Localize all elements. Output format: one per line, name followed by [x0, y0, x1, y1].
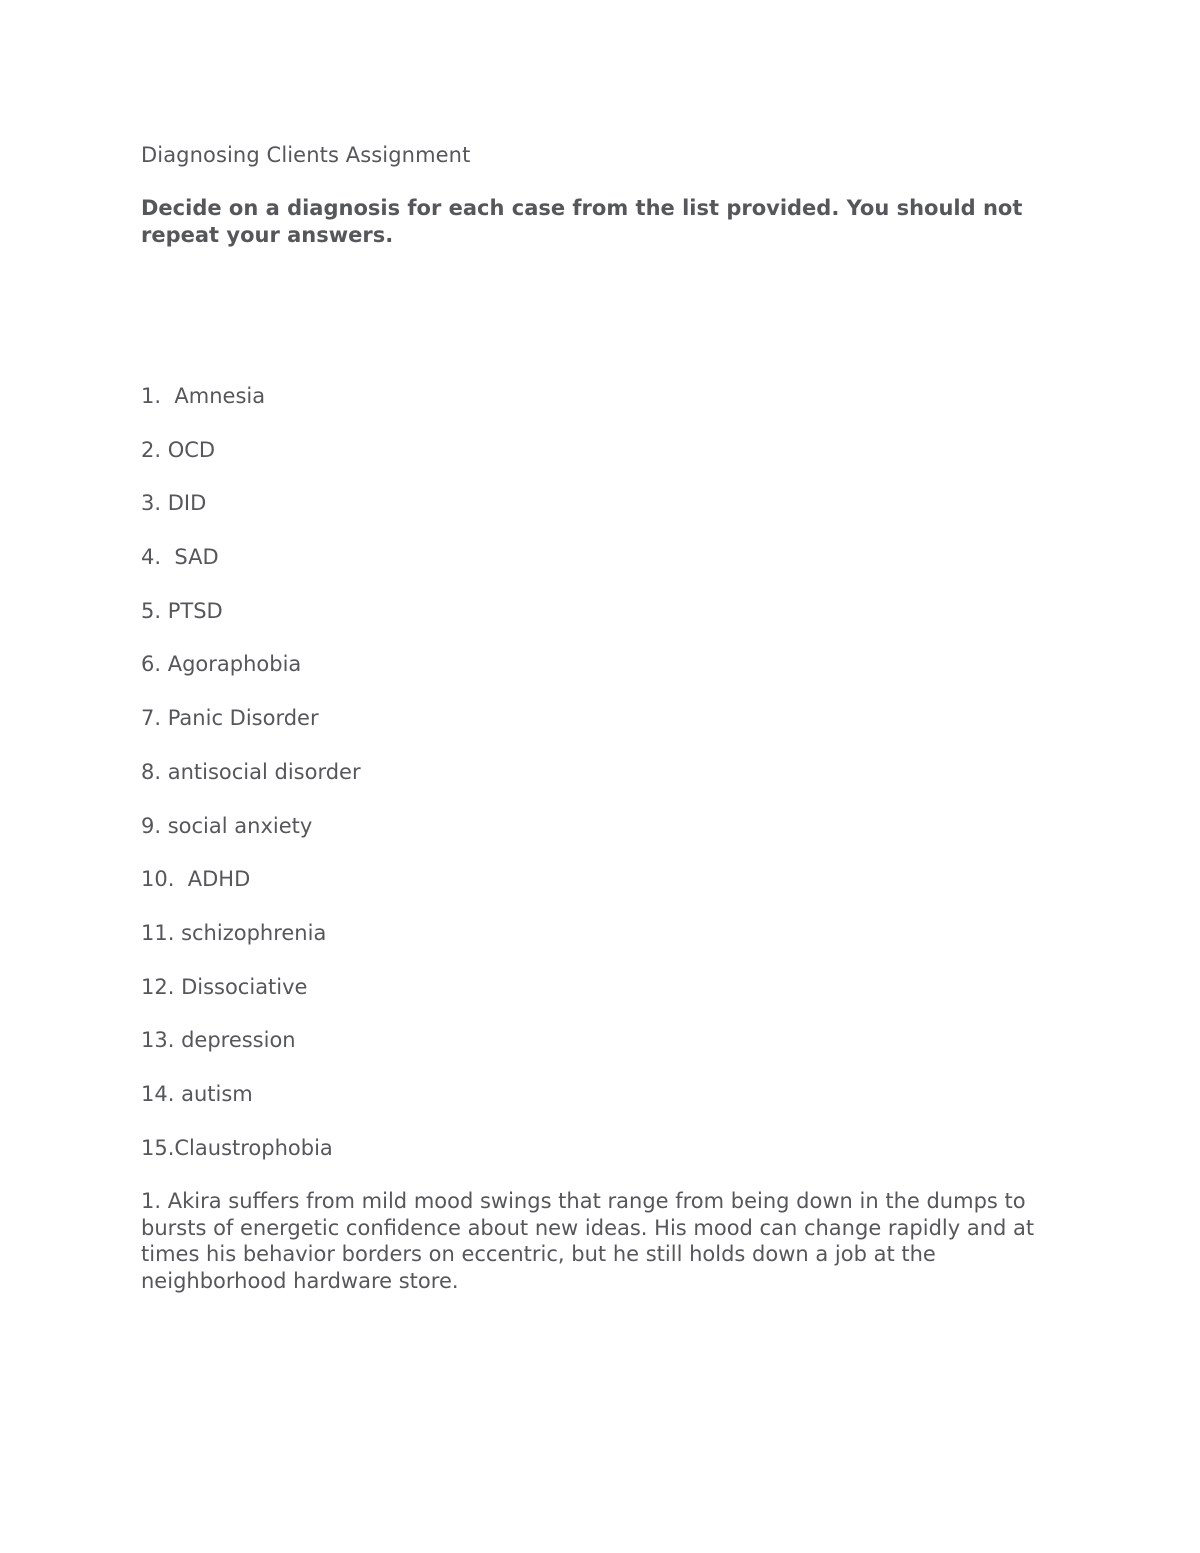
- list-item: 8. antisocial disorder: [141, 759, 361, 784]
- list-item: 2. OCD: [141, 437, 216, 462]
- list-item: 4. SAD: [141, 545, 219, 570]
- list-item: 11. schizophrenia: [141, 920, 327, 945]
- document-title: Diagnosing Clients Assignment: [141, 143, 471, 167]
- list-item: 3. DID: [141, 491, 207, 516]
- list-item: 5. PTSD: [141, 598, 223, 623]
- list-item: 15.Claustrophobia: [141, 1135, 333, 1160]
- list-item: 6. Agoraphobia: [141, 652, 302, 677]
- list-item: 14. autism: [141, 1081, 253, 1106]
- list-item: 7. Panic Disorder: [141, 706, 319, 731]
- list-item: 12. Dissociative: [141, 974, 308, 999]
- list-item: 10. ADHD: [141, 867, 251, 892]
- list-item: 1. Amnesia: [141, 384, 266, 408]
- list-item: 13. depression: [141, 1028, 296, 1053]
- list-item: 9. social anxiety: [141, 813, 313, 838]
- diagnosis-list: [141, 382, 361, 1187]
- case-description: 1. Akira suffers from mild mood swings that range from being down in the dumps to bursts of energetic confidence about new ideas. His mood can change rapidly and at times his behavior borders on eccentric, but he still holds down a job at the neighborhood hardware store.: [141, 1189, 1035, 1293]
- instructions-text: Decide on a diagnosis for each case from the list provided. You should not repeat your answers.: [141, 196, 1023, 247]
